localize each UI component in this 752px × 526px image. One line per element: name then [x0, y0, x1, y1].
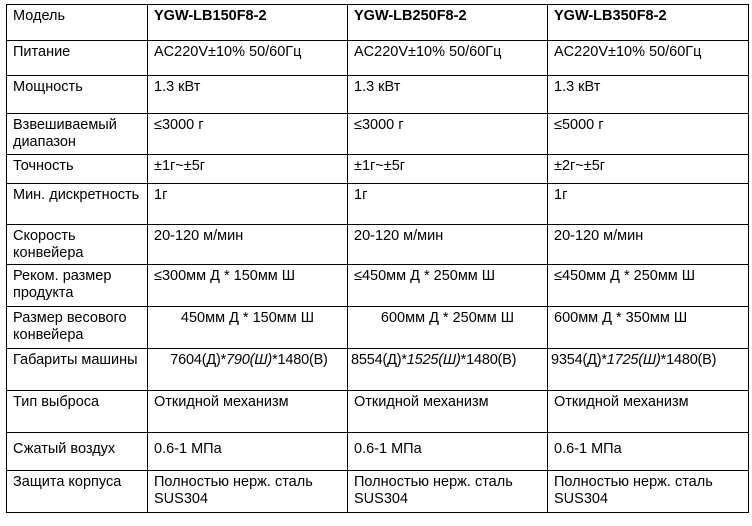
value-cell: 20-120 м/мин	[148, 225, 348, 265]
dim-height: *1480(В)	[660, 352, 717, 368]
row-label-cell: Размер весового конвейера	[7, 307, 148, 349]
value-cell: 600мм Д * 250мм Ш	[348, 307, 548, 349]
value-cell: Откидной механизм	[548, 391, 749, 433]
model-name-cell: YGW-LB150F8-2	[148, 5, 348, 41]
value-cell: ≤5000 г	[548, 114, 749, 155]
table-row	[7, 184, 749, 225]
value-cell: 1г	[348, 184, 548, 225]
value-cell: 1г	[548, 184, 749, 225]
dim-height: *1480(В)	[272, 352, 328, 368]
value-cell: Полностью нерж. сталь SUS304	[148, 471, 348, 513]
value-cell: 1.3 кВт	[148, 76, 348, 114]
value-cell: ≤450мм Д * 250мм Ш	[548, 265, 749, 307]
value-cell: 1г	[148, 184, 348, 225]
table-row	[7, 114, 749, 155]
model-name-cell: YGW-LB350F8-2	[548, 5, 749, 41]
dim-width: 790(Ш)	[226, 352, 273, 368]
value-cell: 0.6-1 МПа	[148, 433, 348, 471]
value-cell: 600мм Д * 350мм Ш	[548, 307, 749, 349]
value-cell: Откидной механизм	[148, 391, 348, 433]
table-row	[7, 349, 749, 391]
dimensions-cell	[148, 349, 348, 391]
row-label-cell: Защита корпуса	[7, 471, 148, 513]
value-cell: AC220V±10% 50/60Гц	[348, 41, 548, 76]
table-row	[7, 391, 749, 433]
row-label-cell: Питание	[7, 41, 148, 76]
value-cell: 20-120 м/мин	[548, 225, 749, 265]
row-label-cell: Мин. дискретность	[7, 184, 148, 225]
row-label-cell: Сжатый воздух	[7, 433, 148, 471]
header-label-cell: Модель	[7, 5, 148, 41]
value-cell: ±1г~±5г	[148, 155, 348, 184]
table-row	[7, 76, 749, 114]
value-cell: Откидной механизм	[348, 391, 548, 433]
table-row	[7, 471, 749, 513]
row-label-cell: Точность	[7, 155, 148, 184]
row-label-cell: Габариты машины	[7, 349, 148, 391]
table-row	[7, 265, 749, 307]
table-row	[7, 225, 749, 265]
row-label-cell: Скорость конвейера	[7, 225, 148, 265]
table-header-row	[7, 5, 749, 41]
value-cell: 450мм Д * 150мм Ш	[148, 307, 348, 349]
table-row	[7, 307, 749, 349]
value-cell: 20-120 м/мин	[348, 225, 548, 265]
value-cell: 1.3 кВт	[348, 76, 548, 114]
value-cell: 0.6-1 МПа	[548, 433, 749, 471]
dimensions-cell	[548, 349, 749, 391]
value-cell: AC220V±10% 50/60Гц	[548, 41, 749, 76]
value-cell: ≤3000 г	[348, 114, 548, 155]
value-cell: ±1г~±5г	[348, 155, 548, 184]
value-cell: ≤3000 г	[148, 114, 348, 155]
spec-table	[6, 4, 749, 513]
value-cell: ≤300мм Д * 150мм Ш	[148, 265, 348, 307]
table-row	[7, 155, 749, 184]
dimensions-cell	[348, 349, 548, 391]
row-label-cell: Реком. размер продукта	[7, 265, 148, 307]
dim-length: 8554(Д)*	[351, 352, 407, 368]
dim-length: 7604(Д)*	[170, 352, 227, 368]
model-name-cell: YGW-LB250F8-2	[348, 5, 548, 41]
dim-width: 1725(Ш)	[606, 352, 661, 368]
value-cell: 1.3 кВт	[548, 76, 749, 114]
dim-height: *1480(В)	[460, 352, 517, 368]
value-cell: ≤450мм Д * 250мм Ш	[348, 265, 548, 307]
row-label-cell: Взвешиваемый диапазон	[7, 114, 148, 155]
value-cell: ±2г~±5г	[548, 155, 749, 184]
dim-length: 9354(Д)*	[551, 352, 607, 368]
row-label-cell: Мощность	[7, 76, 148, 114]
value-cell: AC220V±10% 50/60Гц	[148, 41, 348, 76]
value-cell: Полностью нерж. сталь SUS304	[348, 471, 548, 513]
value-cell: 0.6-1 МПа	[348, 433, 548, 471]
value-cell: Полностью нерж. сталь SUS304	[548, 471, 749, 513]
row-label-cell: Тип выброса	[7, 391, 148, 433]
dim-width: 1525(Ш)	[406, 352, 461, 368]
table-row	[7, 41, 749, 76]
table-row	[7, 433, 749, 471]
